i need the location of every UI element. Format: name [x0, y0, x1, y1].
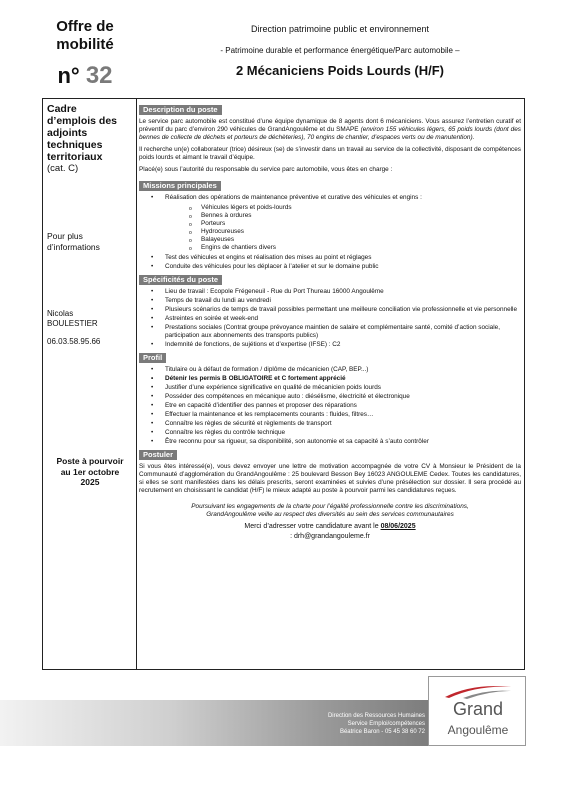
charter-statement	[139, 503, 521, 519]
contact-first-name: Nicolas	[47, 309, 74, 318]
offer-title-line1: Offre de	[56, 18, 114, 35]
list-item: • Conduite des véhicules pour les déplacer à l’atelier et sur le domaine public	[151, 263, 521, 271]
logo-text-grand: Grand	[452, 699, 504, 719]
deadline-line2: au 1er octobre	[60, 466, 120, 477]
description-paragraph-1	[139, 118, 521, 142]
missions-list	[139, 194, 521, 271]
section-heading-missions: Missions principales	[139, 181, 221, 191]
cadre-line: adjoints	[47, 127, 88, 139]
description-p1-italic: (environ 155 véhicules légers, 65 poids lourds (dont des bennes de collecte de déchets et porteurs de déchèteries), 70 engins de chantier, d’espaces verts ou de manutention).	[139, 126, 521, 141]
more-info-line2: d’informations	[47, 242, 100, 252]
list-item: • Temps de travail du lundi au vendredi	[151, 297, 521, 305]
description-paragraph-3: Placé(e) sous l’autorité du responsable du service parc automobile, vous êtes en charge :	[139, 166, 393, 173]
specificites-list	[139, 288, 521, 349]
list-item: o Engins de chantiers divers	[189, 244, 521, 252]
list-item: o Véhicules légers et poids-lourds	[189, 204, 521, 212]
list-item: • Astreintes en soirée et week-end	[151, 315, 521, 323]
direction-name: Direction patrimoine public et environnement	[250, 24, 430, 34]
list-item: • Prestations sociales (Contrat groupe prévoyance maintien de salaire et complémentaire santé, comité d’action sociale, participation aux abonnements des transports publics)	[151, 324, 521, 340]
footer-line3: Béatrice Baron - 05 45 38 60 72	[339, 729, 425, 735]
cadre-emplois	[47, 103, 133, 175]
description-p1-text: Le service parc automobile est constitué d’une équipe dynamique de 8 agents dont 6 mécaniciens. Vous assurez l’entretien curatif et préventif du parc d’environ 290 véhicules de GrandAngoulême et du SMAPE	[139, 118, 521, 133]
list-item: o Hydrocureuses	[189, 228, 521, 236]
more-info-label	[47, 231, 100, 253]
offer-number	[40, 62, 130, 90]
postuler-paragraph: Si vous êtes intéressé(e), vous devez envoyer une lettre de motivation accompagnée de votre CV à Monsieur le Président de la Communauté d’agglomération du GrandAngoulême : 25 boulevard Besson Bey 16023 ANGOULEME Cedex. Toutes les candidatures, si elles se sont manifestées dans les délais prescrits, seront examinées et suivies d’une présélection sur dossier. Il sera procédé au recrutement en choisissant le candidat (H/F) le mieux adapté au poste à pourvoir parmi les candidatures reçues.	[139, 463, 521, 494]
list-item: o Balayeuses	[189, 236, 521, 244]
list-item: • Plusieurs scénarios de temps de travail possibles permettant une meilleure conciliation vie professionnelle et vie personnelle	[151, 306, 521, 314]
section-heading-specificites: Spécificités du poste	[139, 275, 222, 285]
grandangouleme-logo	[428, 676, 526, 746]
job-offer-table	[42, 98, 525, 670]
list-item: • Etre en capacité d’identifier des pannes et proposer des réparations	[151, 402, 521, 410]
application-email[interactable]: : drh@grandangouleme.fr	[290, 533, 370, 540]
contact-block	[47, 309, 100, 347]
cadre-line: techniques	[47, 139, 103, 151]
left-column	[47, 103, 133, 487]
footer-line2: Service Emploi/compétences	[347, 721, 425, 727]
contact-last-name: BOULESTIER	[47, 319, 98, 328]
logo-swoosh-icon	[443, 683, 513, 699]
list-item: • Justifier d’une expérience significative en qualité de mécanicien poids lourds	[151, 384, 521, 392]
offer-header	[40, 18, 130, 90]
profil-list	[139, 366, 521, 446]
service-subtitle: - Patrimoine durable et performance énergétique/Parc automobile –	[220, 46, 460, 55]
cadre-line: territoriaux	[47, 151, 103, 163]
list-item: • Être reconnu pour sa rigueur, sa disponibilité, son autonomie et sa capacité à s’auto contrôler	[151, 438, 521, 446]
cadre-line: Cadre	[47, 103, 77, 115]
cadre-category: (cat. C)	[47, 163, 79, 174]
list-item: • Titulaire ou à défaut de formation / diplôme de mécanicien (CAP, BEP...)	[151, 366, 521, 374]
list-item: • Détenir les permis B OBLIGATOIRE et C fortement apprécié	[151, 375, 521, 383]
mission-item-text: Réalisation des opérations de maintenance préventive et curative des véhicules et engins :	[165, 194, 422, 201]
charter-line2: GrandAngoulême veille au respect des diversités au sein des services communautaires	[206, 511, 454, 518]
vehicle-types-list	[165, 204, 521, 252]
right-column	[139, 102, 521, 541]
list-item: • Connaître les règles du contrôle technique	[151, 429, 521, 437]
list-item: • Connaître les règles de sécurité et règlements de transport	[151, 420, 521, 428]
list-item: • Test des véhicules et engins et réalisation des mises au point et réglages	[151, 254, 521, 262]
application-deadline	[139, 523, 521, 531]
list-item: o Bennes à ordures	[189, 212, 521, 220]
list-item: • Indemnité de fonctions, de sujétions et d’expertise (IFSE) : C2	[151, 341, 521, 349]
application-deadline-date: 08/06/2025	[380, 523, 416, 530]
offer-title-line2: mobilité	[56, 36, 114, 53]
list-item	[151, 194, 521, 252]
section-heading-description: Description du poste	[139, 105, 222, 115]
application-deadline-text: Merci d’adresser votre candidature avant le	[244, 523, 381, 530]
section-heading-profil: Profil	[139, 353, 166, 363]
footer-line1: Direction des Ressources Humaines	[327, 713, 425, 719]
deadline-line3: 2025	[80, 477, 100, 487]
description-paragraph-2: Il recherche un(e) collaborateur (trice) désireux (se) de s’investir dans un travail au service de la collectivité, disposant de compétences poids lourds et aimant le travail d’équipe.	[139, 146, 521, 161]
section-heading-postuler: Postuler	[139, 450, 177, 460]
column-divider	[136, 99, 137, 669]
deadline-block	[47, 456, 133, 488]
list-item: • Posséder des compétences en mécanique auto : diésélisme, électricité et électronique	[151, 393, 521, 401]
footer-contact	[328, 712, 425, 736]
list-item: o Porteurs	[189, 220, 521, 228]
job-title: 2 Mécaniciens Poids Lourds (H/F)	[235, 63, 445, 78]
document-header	[150, 24, 530, 78]
deadline-line1: Poste à pourvoir	[56, 456, 124, 466]
logo-text-angouleme: Angoulême	[447, 723, 509, 737]
offer-number-prefix: n°	[57, 63, 80, 88]
cadre-line: d’emplois des	[47, 115, 118, 127]
charter-line1: Poursuivant les engagements de la charte pour l’égalité professionnelle contre les discriminations,	[191, 503, 469, 510]
more-info-line1: Pour plus	[47, 231, 83, 241]
contact-phone: 06.03.58.95.66	[47, 337, 101, 346]
list-item: • Lieu de travail : Ecopole Frégeneuil - Rue du Port Thureau 16000 Angoulême	[151, 288, 521, 296]
offer-number-value: 32	[85, 62, 113, 89]
list-item: • Effectuer la maintenance et les remplacements courants : fluides, filtres…	[151, 411, 521, 419]
